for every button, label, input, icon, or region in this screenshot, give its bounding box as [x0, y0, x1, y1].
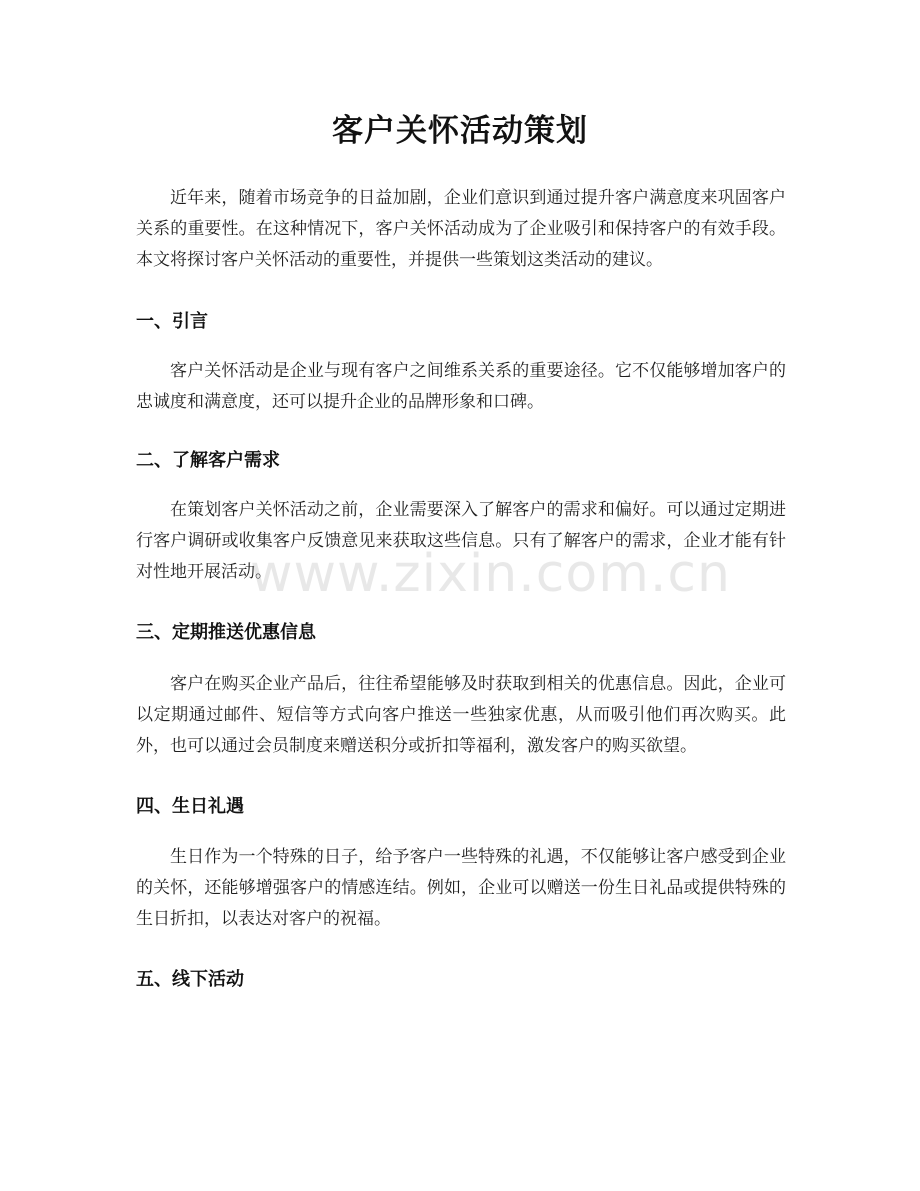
intro-paragraph: 近年来，随着市场竞争的日益加剧，企业们意识到通过提升客户满意度来巩固客户关系的重要性。在这种情况下，客户关怀活动成为了企业吸引和保持客户的有效手段。本文将探讨客户关怀活动的重要性，并提供一些策划这类活动的建议。 [136, 188, 786, 270]
section-body-introduction: 客户关怀活动是企业与现有客户之间维系关系的重要途径。它不仅能够增加客户的忠诚度和满意度，还可以提升企业的品牌形象和口碑。 [136, 361, 786, 412]
section-heading-promotions: 三、定期推送优惠信息 [136, 622, 316, 643]
section-heading-offline-events: 五、线下活动 [136, 969, 244, 990]
section-body-promotions: 客户在购买企业产品后，往往希望能够及时获取到相关的优惠信息。因此，企业可以定期通过邮件、短信等方式向客户推送一些独家优惠，从而吸引他们再次购买。此外，也可以通过会员制度来赠送积分或折扣等福利，激发客户的购买欲望。 [136, 674, 786, 756]
section-heading-customer-needs: 二、了解客户需求 [136, 450, 280, 471]
section-heading-introduction: 一、引言 [136, 311, 208, 332]
section-body-birthday: 生日作为一个特殊的日子，给予客户一些特殊的礼遇，不仅能够让客户感受到企业的关怀，还能够增强客户的情感连结。例如，企业可以赠送一份生日礼品或提供特殊的生日折扣，以表达对客户的祝福。 [136, 847, 786, 929]
section-heading-birthday: 四、生日礼遇 [136, 796, 244, 817]
document-title: 客户关怀活动策划 [332, 113, 588, 149]
section-body-customer-needs: 在策划客户关怀活动之前，企业需要深入了解客户的需求和偏好。可以通过定期进行客户调研或收集客户反馈意见来获取这些信息。只有了解客户的需求，企业才能有针对性地开展活动。 [136, 500, 786, 582]
watermark-text: www.zixin.com.cn [250, 544, 731, 604]
